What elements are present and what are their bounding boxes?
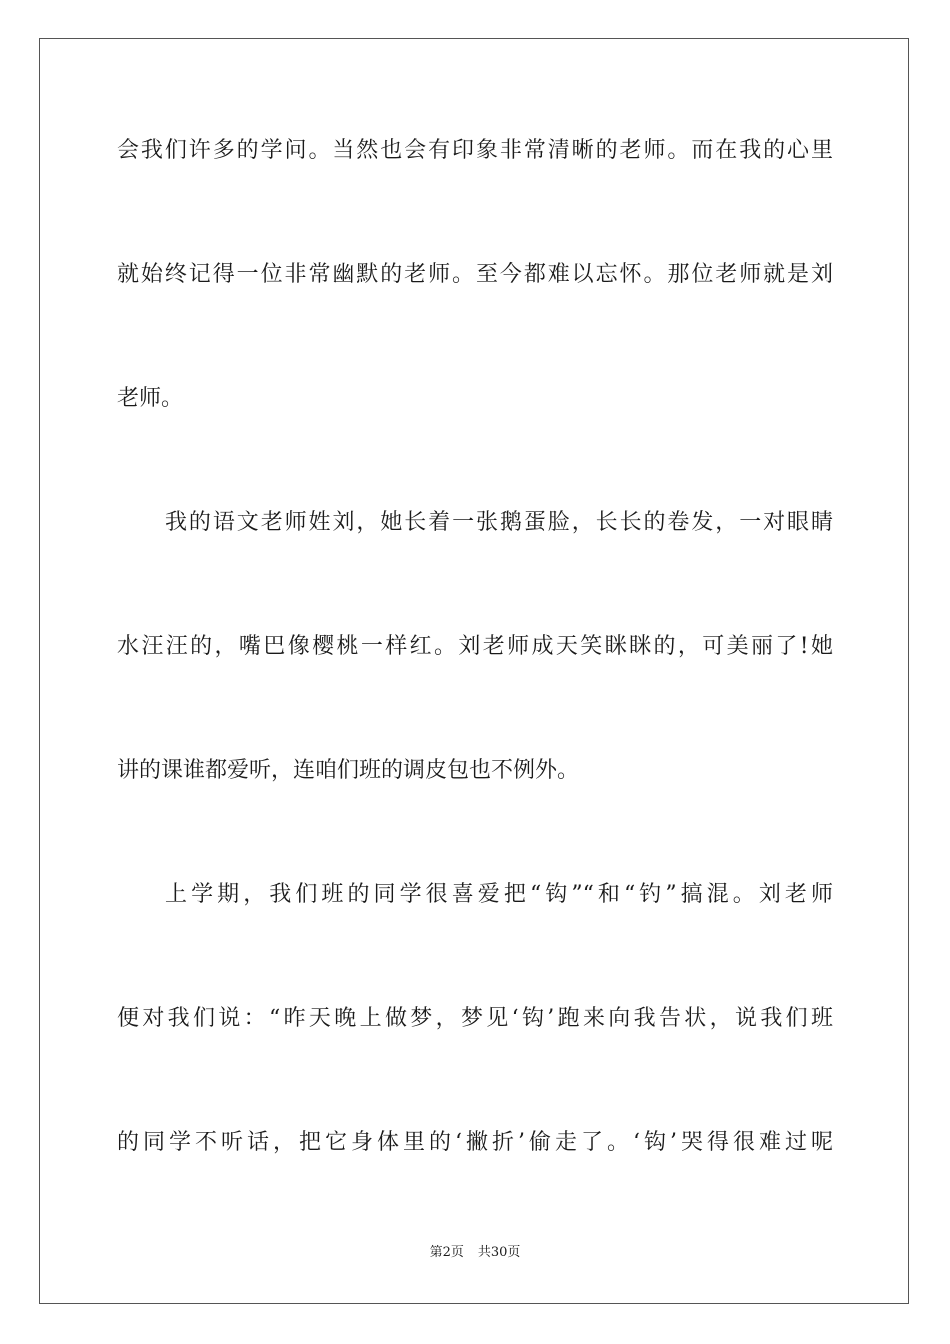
- page-border: [39, 38, 909, 1304]
- text-line: 水汪汪的，嘴巴像樱桃一样红。刘老师成天笑眯眯的，可美丽了!她: [117, 634, 833, 659]
- text-line: 上学期，我们班的同学很喜爱把“钩”“和“钓”搞混。刘老师: [165, 882, 833, 907]
- page-number: 第2页: [429, 1245, 464, 1260]
- text-line: 我的语文老师姓刘，她长着一张鹅蛋脸，长长的卷发，一对眼睛: [165, 510, 833, 535]
- text-line: 讲的课谁都爱听，连咱们班的调皮包也不例外。: [117, 758, 580, 783]
- page-total: 共30页: [477, 1245, 521, 1260]
- text-line: 的同学不听话，把它身体里的‘撇折’偷走了。‘钩’哭得很难过呢: [117, 1130, 833, 1155]
- page-footer: [0, 1244, 950, 1262]
- text-line: 会我们许多的学问。当然也会有印象非常清晰的老师。而在我的心里: [117, 138, 833, 163]
- text-line: 老师。: [117, 386, 184, 411]
- text-line: 便对我们说：“昨天晚上做梦，梦见‘钩’跑来向我告状，说我们班: [117, 1006, 833, 1031]
- text-line: 就始终记得一位非常幽默的老师。至今都难以忘怀。那位老师就是刘: [117, 262, 833, 287]
